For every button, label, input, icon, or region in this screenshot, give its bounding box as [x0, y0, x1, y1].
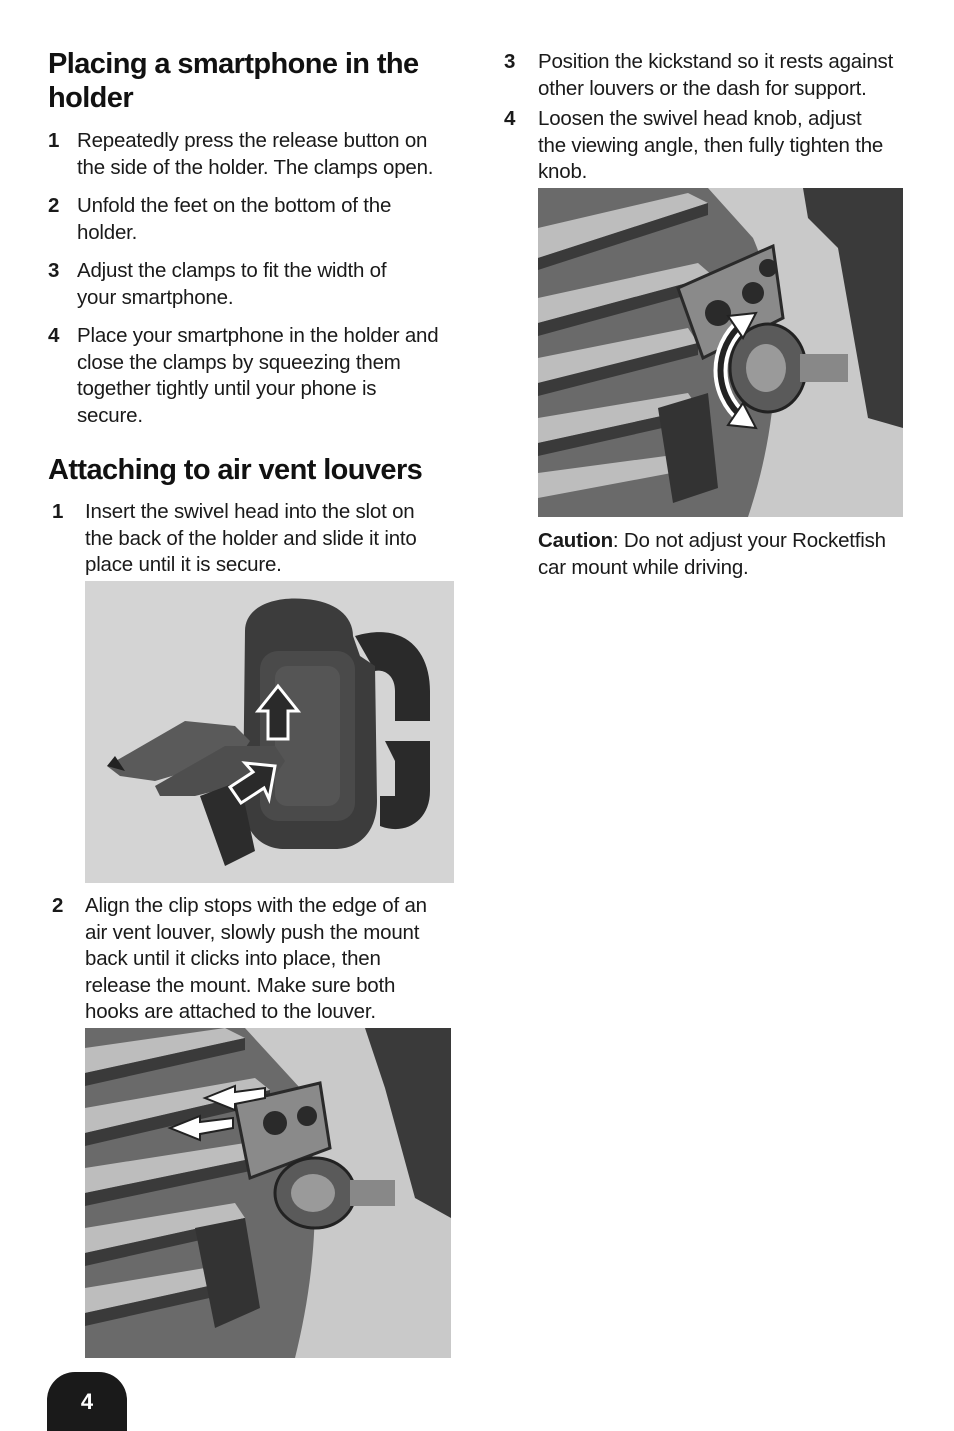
- step-number: 4: [48, 324, 60, 347]
- caution-note: [538, 528, 918, 581]
- heading-line-2: holder: [48, 82, 134, 114]
- step-number: 3: [48, 259, 60, 282]
- step-text: Position the kickstand so it rests against other louvers or the dash for support.: [538, 50, 894, 100]
- attaching-step-1: [52, 499, 452, 579]
- step-text: Loosen the swivel head knob, adjust the viewing angle, then fully tighten the knob.: [538, 107, 884, 183]
- step-text: Insert the swivel head into the slot on the back of the holder and slide it into place until it is secure.: [85, 500, 417, 576]
- page-number-tab: [47, 1372, 127, 1431]
- page-number: 4: [80, 1388, 94, 1414]
- placing-step-1: [48, 128, 458, 181]
- section-heading-placing: [48, 47, 419, 115]
- placing-step-4: [48, 323, 458, 429]
- step-number: 1: [48, 129, 60, 152]
- caution-label: Caution: [538, 529, 613, 552]
- attaching-step-4: [504, 106, 924, 186]
- swivel-knob-photo: [538, 188, 903, 517]
- section-heading-attaching: Attaching to air vent louvers: [48, 454, 423, 486]
- step-text: Align the clip stops with the edge of an air vent louver, slowly push the mount back until it clicks into place, then release the mount. Make sure both hooks are attached to the louver.: [85, 894, 427, 1023]
- step-number: 3: [504, 50, 516, 73]
- attaching-step-2: [52, 893, 452, 1026]
- placing-step-2: [48, 193, 458, 246]
- holder-swivel-head-photo: [85, 581, 454, 883]
- attaching-step-3: [504, 49, 924, 102]
- step-text: Place your smartphone in the holder and close the clamps by squeezing them together tightly until your phone is secure.: [77, 324, 439, 427]
- caution-text: : Do not adjust your Rocketfish car mount while driving.: [538, 529, 886, 579]
- step-text: Adjust the clamps to fit the width of your smartphone.: [77, 259, 387, 309]
- step-number: 1: [52, 500, 64, 523]
- heading-line-1: Placing a smartphone in the: [48, 48, 419, 80]
- step-number: 2: [52, 894, 64, 917]
- mount-in-vent-photo: [85, 1028, 451, 1358]
- step-text: Unfold the feet on the bottom of the holder.: [77, 194, 392, 244]
- step-number: 2: [48, 194, 60, 217]
- step-number: 4: [504, 107, 516, 130]
- step-text: Repeatedly press the release button on the side of the holder. The clamps open.: [77, 129, 434, 179]
- placing-step-3: [48, 258, 458, 311]
